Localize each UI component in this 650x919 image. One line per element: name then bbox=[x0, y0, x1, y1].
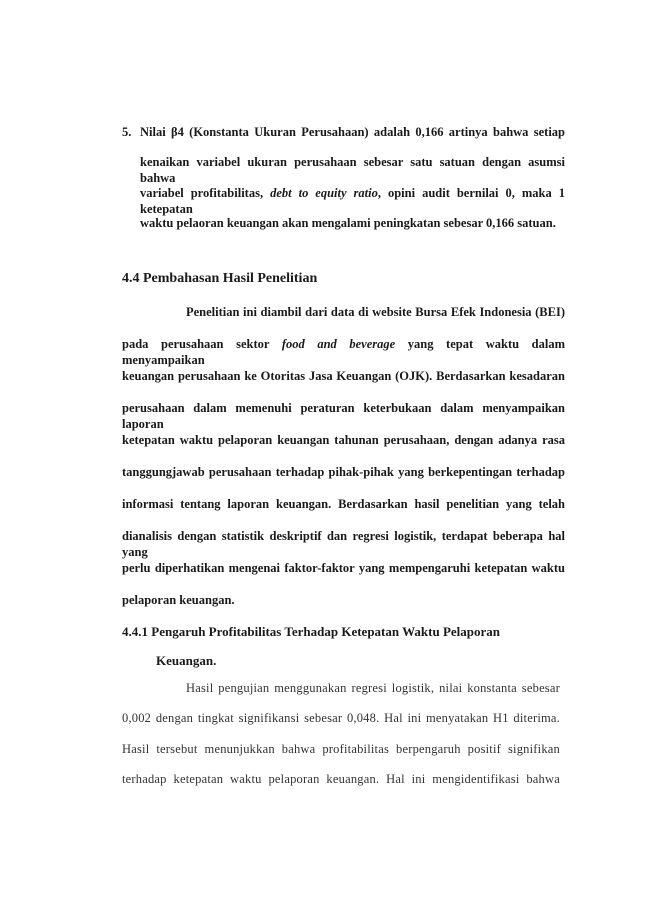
paragraph-line: informasi tentang laporan keuangan. Berdasarkan hasil penelitian yang telah bbox=[122, 497, 565, 511]
paragraph-line: Hasil pengujian menggunakan regresi logistik, nilai konstanta sebesar bbox=[186, 681, 560, 695]
item5-line-3-a: variabel profitabilitas, bbox=[140, 186, 271, 200]
paragraph-line: perusahaan dalam memenuhi peraturan keterbukaan dalam menyampaikan laporan bbox=[122, 401, 565, 431]
item5-line-4: waktu pelaoran keuangan akan mengalami peningkatan sebesar 0,166 satuan. bbox=[140, 216, 556, 230]
subsection-heading-4-4-1: 4.4.1 Pengaruh Profitabilitas Terhadap Ketepatan Waktu Pelaporan bbox=[122, 624, 501, 639]
item5-line-3-b: , opini audit bernilai 0, maka 1 ketepatan bbox=[140, 186, 565, 216]
item5-line-3 bbox=[140, 185, 565, 217]
list-item-number: 5. bbox=[122, 125, 132, 139]
paragraph-line: keuangan perusahaan ke Otoritas Jasa Keuangan (OJK). Berdasarkan kesadaran bbox=[122, 369, 565, 383]
paragraph-line: tanggungjawab perusahaan terhadap pihak-pihak yang berkepentingan terhadap bbox=[122, 465, 565, 479]
paragraph-line: terhadap ketepatan waktu pelaporan keuangan. Hal ini mengidentifikasi bahwa bbox=[122, 772, 560, 786]
paragraph-line-a: pada perusahaan sektor bbox=[122, 337, 282, 351]
paragraph-line: Hasil tersebut menunjukkan bahwa profitabilitas berpengaruh positif signifikan bbox=[122, 742, 560, 756]
paragraph-line bbox=[122, 336, 565, 368]
paragraph-line-b: yang tepat waktu dalam menyampaikan bbox=[122, 337, 565, 367]
paragraph-line: ketepatan waktu pelaporan keuangan tahunan perusahaan, dengan adanya rasa bbox=[122, 433, 565, 447]
paragraph-line: perlu diperhatikan mengenai faktor-faktor yang mempengaruhi ketepatan waktu bbox=[122, 561, 565, 575]
paragraph-line: dianalisis dengan statistik deskriptif dan regresi logistik, terdapat beberapa hal yang bbox=[122, 529, 565, 559]
paragraph-line: pelaporan keuangan. bbox=[122, 593, 235, 607]
subsection-heading-continuation: Keuangan. bbox=[156, 653, 217, 668]
paragraph-line: 0,002 dengan tingkat signifikansi sebesar 0,048. Hal ini menyatakan H1 diterima. bbox=[122, 711, 560, 725]
paragraph-line-emphasis: food and beverage bbox=[281, 337, 396, 351]
item5-line-3-emphasis: debt to equity ratio bbox=[270, 186, 378, 200]
section-heading-4-4: 4.4 Pembahasan Hasil Penelitian bbox=[122, 271, 318, 286]
paragraph-line: Penelitian ini diambil dari data di website Bursa Efek Indonesia (BEI) bbox=[186, 305, 565, 319]
item5-line-1: Nilai β4 (Konstanta Ukuran Perusahaan) adalah 0,166 artinya bahwa setiap bbox=[140, 125, 565, 139]
item5-line-2: kenaikan variabel ukuran perusahaan sebesar satu satuan dengan asumsi bahwa bbox=[140, 155, 565, 185]
